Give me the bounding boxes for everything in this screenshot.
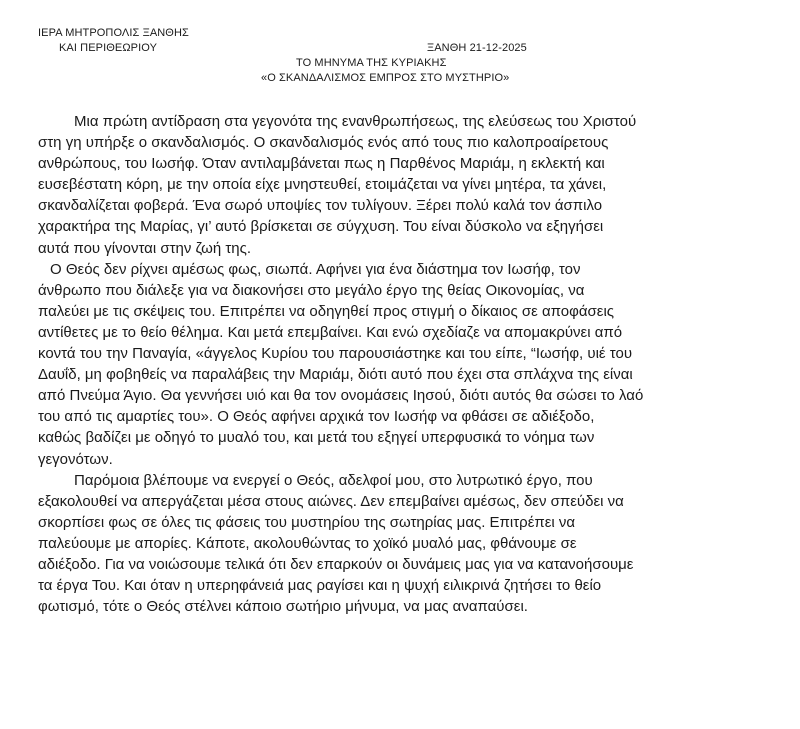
text-line: παλεύει με τις σκέψεις του. Επιτρέπει να οδηγηθεί προς στιγμή ο δίκαιος σε αποφάσεις	[38, 302, 615, 320]
text-line: Ο Θεός δεν ρίχνει αμέσως φως, σιωπά. Αφήνει για ένα διάστημα τον Ιωσήφ, τον	[50, 260, 581, 278]
sermon-body	[38, 111, 778, 617]
text-line: του από τις αμαρτίες του». Ο Θεός αφήνει αρχικά τον Ιωσήφ να φθάσει σε αδιέξοδο,	[38, 408, 595, 426]
text-line: ανθρώπους, του Ιωσήφ. Όταν αντιλαμβάνεται πως η Παρθένος Μαριάμ, η εκλεκτή και	[38, 155, 605, 173]
text-line: Παρόμοια βλέπουμε να ενεργεί ο Θεός, αδελφοί μου, στο λυτρωτικό έργο, που	[74, 471, 593, 489]
text-line: Δαυΐδ, μη φοβηθείς να παραλάβεις την Μαριάμ, διότι αυτό που έχει στα σπλάχνα της είναι	[38, 366, 633, 384]
text-line: Μια πρώτη αντίδραση στα γεγονότα της ενανθρωπήσεως, της ελεύσεως του Χριστού	[74, 113, 637, 130]
message-title: «Ο ΣΚΑΝΔΑΛΙΣΜΟΣ ΕΜΠΡΟΣ ΣΤΟ ΜΥΣΤΗΡΙΟ»	[261, 72, 510, 84]
text-line: εξακολουθεί να απεργάζεται μέσα στους αιώνες. Δεν επεμβαίνει αμέσως, δεν σπεύδει να	[38, 492, 624, 510]
text-line: ευσεβέστατη κόρη, με την οποία είχε μνηστευθεί, ετοιμάζεται να γίνει μητέρα, τα χάνει,	[38, 176, 607, 194]
text-line: από Πνεύμα Άγιο. Θα γεννήσει υιό και θα τον ονομάσεις Ιησού, διότι αυτός θα σώσει το λαό	[38, 387, 644, 405]
paragraph-2	[38, 259, 778, 470]
text-line: σκανδαλίζεται φοβερά. Ένα σωρό υποψίες τον τυλίγουν. Ξέρει πολύ καλά τον άσπιλο	[38, 197, 603, 215]
metropolis-name-line1: ΙΕΡΑ ΜΗΤΡΟΠΟΛΙΣ ΞΑΝΘΗΣ	[38, 27, 189, 39]
text-line: στη γη υπήρξε ο σκανδαλισμός. Ο σκανδαλισμός ενός από τους πιο καλοπροαίρετους	[38, 134, 609, 152]
paragraph-1	[38, 111, 778, 259]
paragraph-3	[38, 470, 778, 618]
metropolis-name-line2: ΚΑΙ ΠΕΡΙΘΕΩΡΙΟΥ	[59, 42, 158, 54]
text-line: τα έργα Του. Και όταν η υπερηφάνειά μας ραγίσει και η ψυχή ειλικρινά ζητήσει το θείο	[38, 577, 602, 595]
message-label: ΤΟ ΜΗΝΥΜΑ ΤΗΣ ΚΥΡΙΑΚΗΣ	[296, 57, 447, 69]
text-line: χαρακτήρα της Μαρίας, γι’ αυτό βρίσκεται σε σύγχυση. Του είναι δύσκολο να εξηγήσει	[38, 218, 604, 236]
date-line: ΞΑΝΘΗ 21-12-2025	[427, 42, 527, 54]
text-line: σκορπίσει φως σε όλες τις φάσεις του μυστηρίου της σωτηρίας μας. Επιτρέπει να	[38, 513, 576, 531]
text-line: φωτισμό, τότε ο Θεός στέλνει κάποιο σωτήριο μήνυμα, να μας αναπαύσει.	[38, 598, 528, 616]
text-line: αντίθετες με το θείο θέλημα. Και μετά επεμβαίνει. Και ενώ σχεδίαζε να απομακρύνει από	[38, 323, 623, 341]
text-line: αδιέξοδο. Για να νοιώσουμε τελικά ότι δεν επαρκούν οι δυνάμεις μας για να κατανοήσουμε	[38, 555, 634, 573]
text-line: άνθρωπο που διάλεξε για να διακονήσει στο μεγάλο έργο της θείας Οικονομίας, να	[38, 281, 585, 299]
text-line: αυτά που γίνονται στην ζωή της.	[38, 239, 252, 257]
text-line: γεγονότων.	[38, 450, 113, 468]
text-line: παλεύουμε με απορίες. Κάποτε, ακολουθώντας το χοϊκό μυαλό μας, φθάνουμε σε	[38, 534, 577, 552]
text-line: καθώς βαδίζει με οδηγό το μυαλό του, και μετά του εξηγεί υπερφυσικά το νόημα των	[38, 429, 595, 447]
text-line: κοντά του την Παναγία, «άγγελος Κυρίου του παρουσιάστηκε και του είπε, “Ιωσήφ, υιέ του	[38, 345, 633, 363]
